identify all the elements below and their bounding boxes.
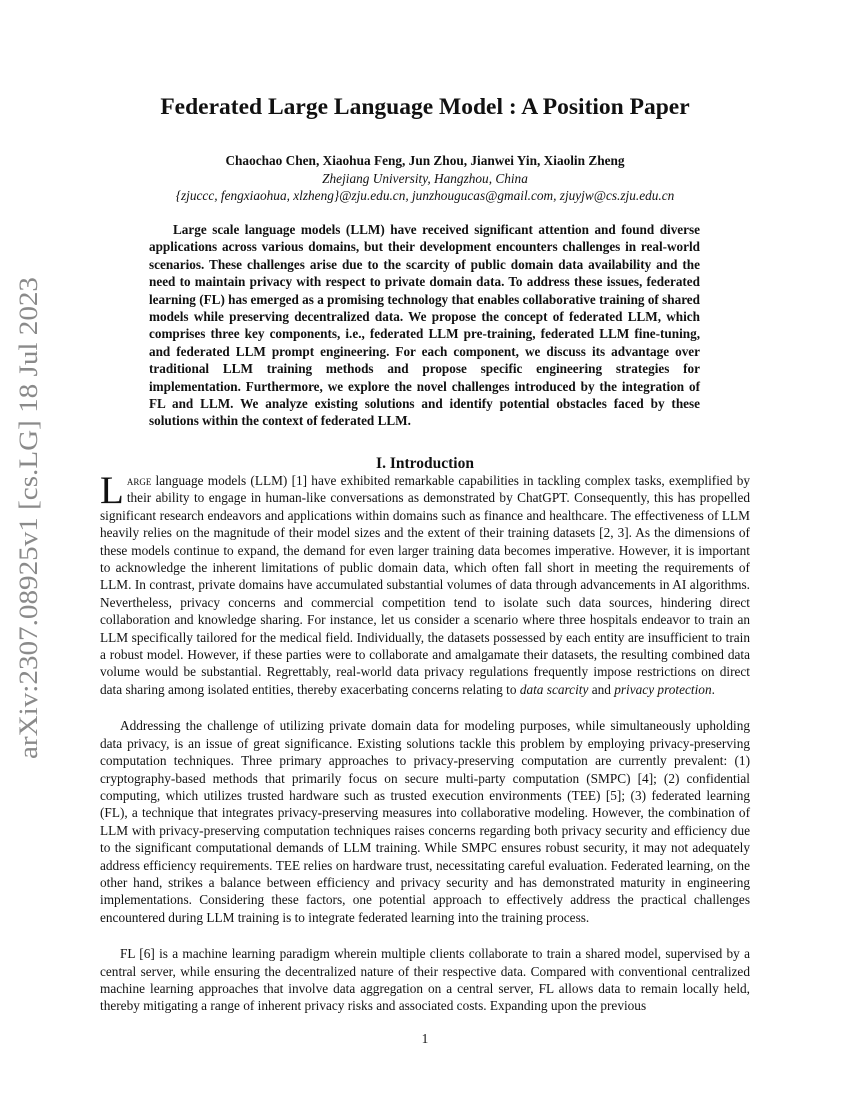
intro-paragraph-1-text: language models (LLM) [1] have exhibited remarkable capabilities in tackling complex tasks, exemplified by their ability to engage in human-like conversations as demonstrated by ChatGPT. Consequently, this has propelled significant research endeavors and applications within domains such as finance and healthcare. The effectiveness of LLM heavily relies on the magnitude of their model sizes and the extent of their training datasets [2, 3]. As the dimensions of these models continue to expand, the demand for even larger training data becomes imperative. However, it is important to acknowledge the inherent limitations of public domain data, which often fall short in meeting the requirements of LLM. In contrast, private domains have accumulated substantial volumes of data through advancements in AI algorithms. Nevertheless, privacy concerns and commercial competition tend to isolate such data sources, hindering direct collaboration and knowledge sharing. For instance, let us consider a scenario where three hospitals endeavor to train an LLM specifically tailored for the medical field. Individually, the datasets possessed by each entity are insufficient to train a robust model. However, if these parties were to collaborate and amalgamate their datasets, the resulting combined data volume would be substantial. Regrettably, real-world data privacy regulations frequently impose restrictions on direct data sharing among isolated entities, thereby exacerbating concerns relating to (100, 473, 750, 697)
intro-paragraph-1 (100, 469, 750, 698)
emphasis-privacy-protection: privacy protection (614, 681, 712, 697)
small-caps-lead: arge (126, 473, 152, 488)
section-heading-introduction: I. Introduction (376, 455, 474, 472)
author-emails: {zjuccc, fengxiaohua, xlzheng}@zju.edu.cn, junzhougucas@gmail.com, zjuyjw@cs.zju.edu.cn (175, 188, 675, 203)
paper-title: Federated Large Language Model : A Position Paper (160, 94, 690, 120)
abstract (149, 221, 700, 430)
author-list: Chaochao Chen, Xiaohua Feng, Jun Zhou, Jianwei Yin, Xiaolin Zheng (225, 153, 625, 168)
sentence-end: . (711, 681, 715, 697)
page-number: 1 (421, 1031, 429, 1046)
affiliation: Zhejiang University, Hangzhou, China (322, 171, 528, 186)
drop-cap: L (100, 469, 124, 512)
emphasis-data-scarcity: data scarcity (519, 681, 589, 697)
abstract-text: Large scale language models (LLM) have received significant attention and found diverse applications across various domains, but their development encounters challenges in real-world scenarios. These challenges arise due to the scarcity of public domain data availability and the need to maintain privacy with respect to private domain data. To address these issues, federated learning (FL) has emerged as a promising technology that enables collaborative training of shared models while preserving decentralized data. We propose the concept of federated LLM, which comprises three key components, i.e., federated LLM pre-training, federated LLM fine-tuning, and federated LLM prompt engineering. For each component, we discuss its advantage over traditional LLM training methods and propose specific engineering strategies for implementation. Furthermore, we explore the novel challenges introduced by the integration of FL and LLM. We analyze existing solutions and identify potential obstacles faced by these solutions within the context of federated LLM. (149, 222, 700, 429)
introduction-body (100, 469, 750, 1015)
conjunction: and (588, 681, 615, 697)
intro-paragraph-3: FL [6] is a machine learning paradigm wherein multiple clients collaborate to train a shared model, supervised by a central server, while ensuring the decentralized nature of their respective data. Compared with conventional centralized machine learning approaches that involve data aggregation on a central server, FL allows data to remain locally held, thereby mitigating a range of inherent privacy risks and associated costs. Expanding upon the previous (100, 946, 750, 1014)
intro-paragraph-2: Addressing the challenge of utilizing private domain data for modeling purposes, while simultaneously upholding data privacy, is an issue of great significance. Existing solutions tackle this problem by employing privacy-preserving computation techniques. Three primary approaches to privacy-preserving computation are currently prevalent: (1) cryptography-based methods that primarily focus on secure multi-party computation (SMPC) [4]; (2) confidential computing, which utilizes trusted hardware such as trusted execution environments (TEE) [5]; (3) federated learning (FL), a technique that integrates privacy-preserving measures into collaborative modeling. However, the combination of LLM with privacy-preserving computation techniques raises concerns regarding both privacy security and efficiency due to the significant computational demands of LLM training. While SMPC ensures robust security, it may not adequately address efficiency requirements. TEE relies on hardware trust, necessitating careful evaluation. Federated learning, on the other hand, strikes a balance between efficiency and privacy security and has demonstrated maturity in engineering implementations. Considering these factors, one potential approach to effectively address the practical challenges encountered during LLM training is to integrate federated learning into the training process. (100, 718, 750, 925)
arxiv-stamp-text: arXiv:2307.08925v1 [cs.LG] 18 Jul 2023 (14, 328, 43, 759)
arxiv-identifier-stamp (10, 277, 46, 759)
